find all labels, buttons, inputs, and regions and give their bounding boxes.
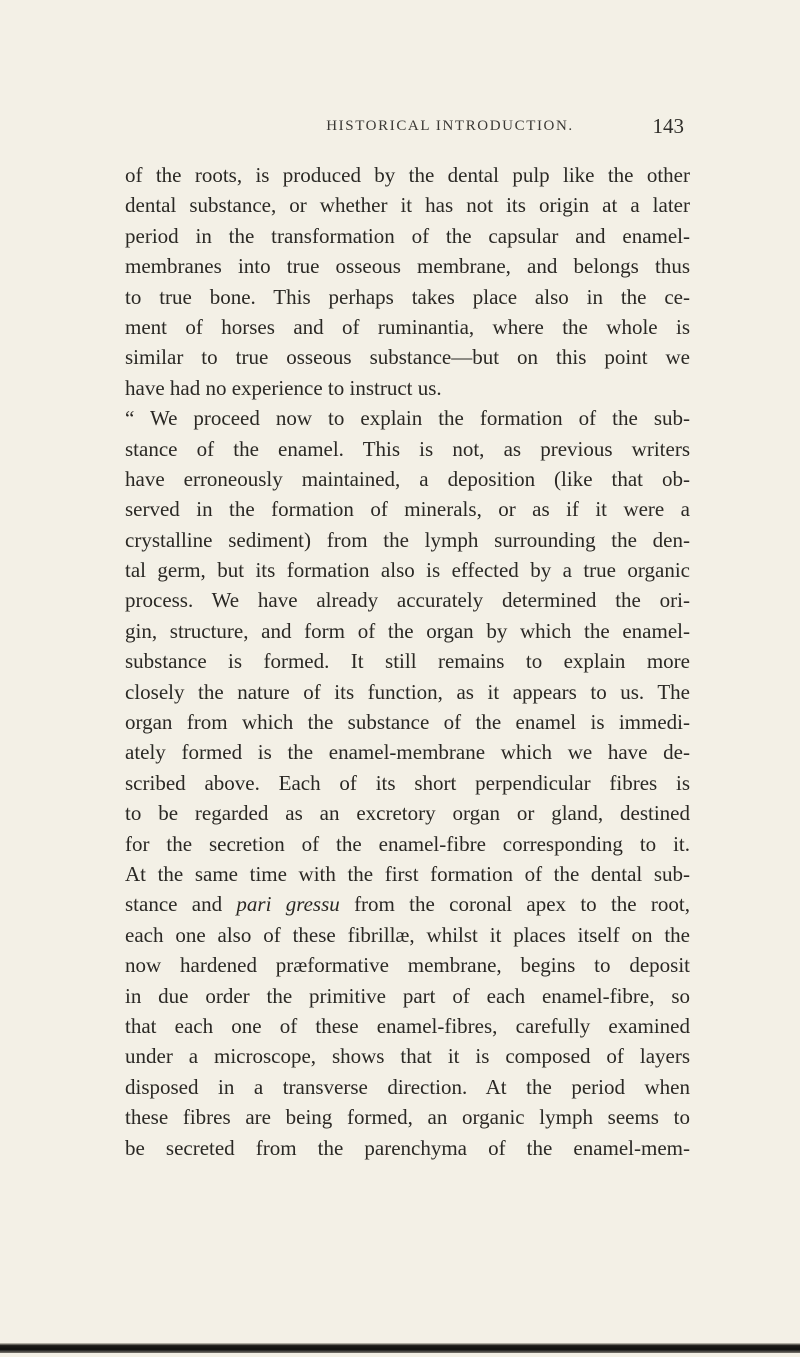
text-line: substance is formed. It still remains to explain more: [125, 649, 690, 674]
text-line: “ We proceed now to explain the formation of the sub-: [125, 406, 690, 431]
running-head: [0, 114, 800, 148]
text-line: ately formed is the enamel-membrane which we have de-: [125, 740, 690, 765]
text-line: gin, structure, and form of the organ by which the enamel-: [125, 618, 690, 643]
text-line: dental substance, or whether it has not its origin at a later: [125, 193, 690, 218]
text-line: be secreted from the parenchyma of the enamel-mem-: [125, 1135, 690, 1160]
text-line: that each one of these enamel-fibres, carefully examined: [125, 1013, 690, 1038]
text-line: period in the transformation of the capsular and enamel-: [125, 223, 690, 248]
text-line: have erroneously maintained, a deposition (like that ob-: [125, 466, 690, 491]
text-line: crystalline sediment) from the lymph surrounding the den-: [125, 527, 690, 552]
text-line: closely the nature of its function, as it appears to us. The: [125, 679, 690, 704]
text-line-with-italic: [125, 889, 690, 919]
text-line: tal germ, but its formation also is effected by a true organic: [125, 558, 690, 583]
text-line: scribed above. Each of its short perpendicular fibres is: [125, 770, 690, 795]
text-run: stance and: [125, 892, 237, 917]
text-line: to true bone. This perhaps takes place also in the ce-: [125, 284, 690, 309]
scan-edge-band: [0, 1343, 800, 1353]
text-line: stance of the enamel. This is not, as previous writers: [125, 436, 690, 461]
text-line: of the roots, is produced by the dental pulp like the other: [125, 163, 690, 187]
text-line: now hardened præformative membrane, begins to deposit: [125, 953, 690, 978]
page-number: 143: [652, 114, 684, 138]
text-run: from the coronal apex to the root,: [339, 892, 690, 917]
body-text: [125, 160, 690, 1163]
text-line: ment of horses and of ruminantia, where the whole is: [125, 314, 690, 339]
text-line: disposed in a transverse direction. At the period when: [125, 1074, 690, 1099]
text-line: process. We have already accurately determined the ori-: [125, 588, 690, 613]
text-line: At the same time with the first formation of the dental sub-: [125, 861, 690, 886]
running-title: HISTORICAL INTRODUCTION.: [326, 118, 574, 134]
text-line: membranes into true osseous membrane, and belongs thus: [125, 254, 690, 279]
text-line: for the secretion of the enamel-fibre corresponding to it.: [125, 831, 690, 856]
italic-phrase: pari gressu: [236, 892, 340, 917]
text-line: each one also of these fibrillæ, whilst it places itself on the: [125, 922, 690, 947]
text-line: to be regarded as an excretory organ or gland, destined: [125, 801, 690, 826]
text-line: similar to true osseous substance—but on this point we: [125, 345, 690, 370]
text-line: in due order the primitive part of each enamel-fibre, so: [125, 983, 690, 1008]
text-line: organ from which the substance of the enamel is immedi-: [125, 710, 690, 735]
text-line: under a microscope, shows that it is composed of layers: [125, 1044, 690, 1069]
text-line: have had no experience to instruct us.: [125, 375, 442, 400]
text-line: these fibres are being formed, an organic lymph seems to: [125, 1105, 690, 1130]
text-line: served in the formation of minerals, or as if it were a: [125, 497, 690, 522]
